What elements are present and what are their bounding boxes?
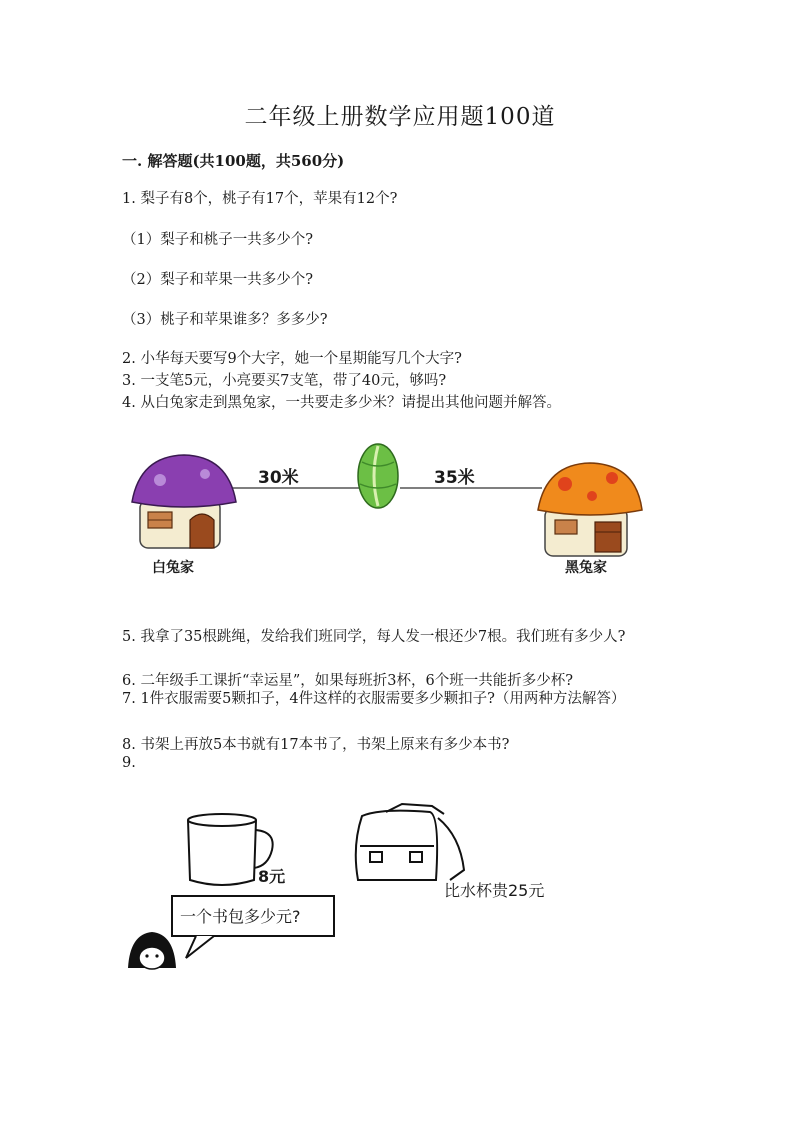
bag-note-label: 比水杯贵25元 [444,881,545,900]
question-2: 2. 小华每天要写9个大字，她一个星期能写几个大字? [122,351,462,367]
question-1-part-1: （1）梨子和桃子一共多少个? [122,232,313,248]
question-7: 7. 1件衣服需要5颗扣子，4件这样的衣服需要多少颗扣子?（用两种方法解答） [122,691,626,707]
backpack-icon [356,804,464,880]
question-8: 8. 书架上再放5本书就有17本书了，书架上原来有多少本书? [122,737,510,753]
speech-text: 一个书包多少元? [180,907,301,926]
question-6: 6. 二年级手工课折“幸运星”，如果每班折3杯，6个班一共能折多少杯? [122,673,573,689]
left-distance-label: 30米 [258,468,299,488]
right-distance-label: 35米 [434,468,475,488]
page-title: 二年级上册数学应用题100道 [244,104,556,130]
question-1-part-3: （3）桃子和苹果谁多？多多少? [122,312,328,328]
question-1-part-2: （2）梨子和苹果一共多少个? [122,272,313,288]
question-4: 4. 从白兔家走到黑兔家，一共要走多少米？请提出其他问题并解答。 [122,395,561,411]
question-9: 9. [122,755,136,771]
question-5: 5. 我拿了35根跳绳，发给我们班同学，每人发一根还少7根。我们班有多少人? [122,629,626,645]
question-1: 1. 梨子有8个，桃子有17个，苹果有12个? [122,191,398,207]
cup-price-label: 8元 [258,867,286,886]
black-rabbit-house-label: 黑兔家 [565,560,607,576]
girl-avatar-icon [128,932,176,969]
question-3: 3. 一支笔5元，小亮要买7支笔，带了40元，够吗? [122,373,447,389]
white-rabbit-house-label: 白兔家 [152,560,194,576]
section-heading: 一. 解答题(共100题，共560分) [122,152,345,170]
